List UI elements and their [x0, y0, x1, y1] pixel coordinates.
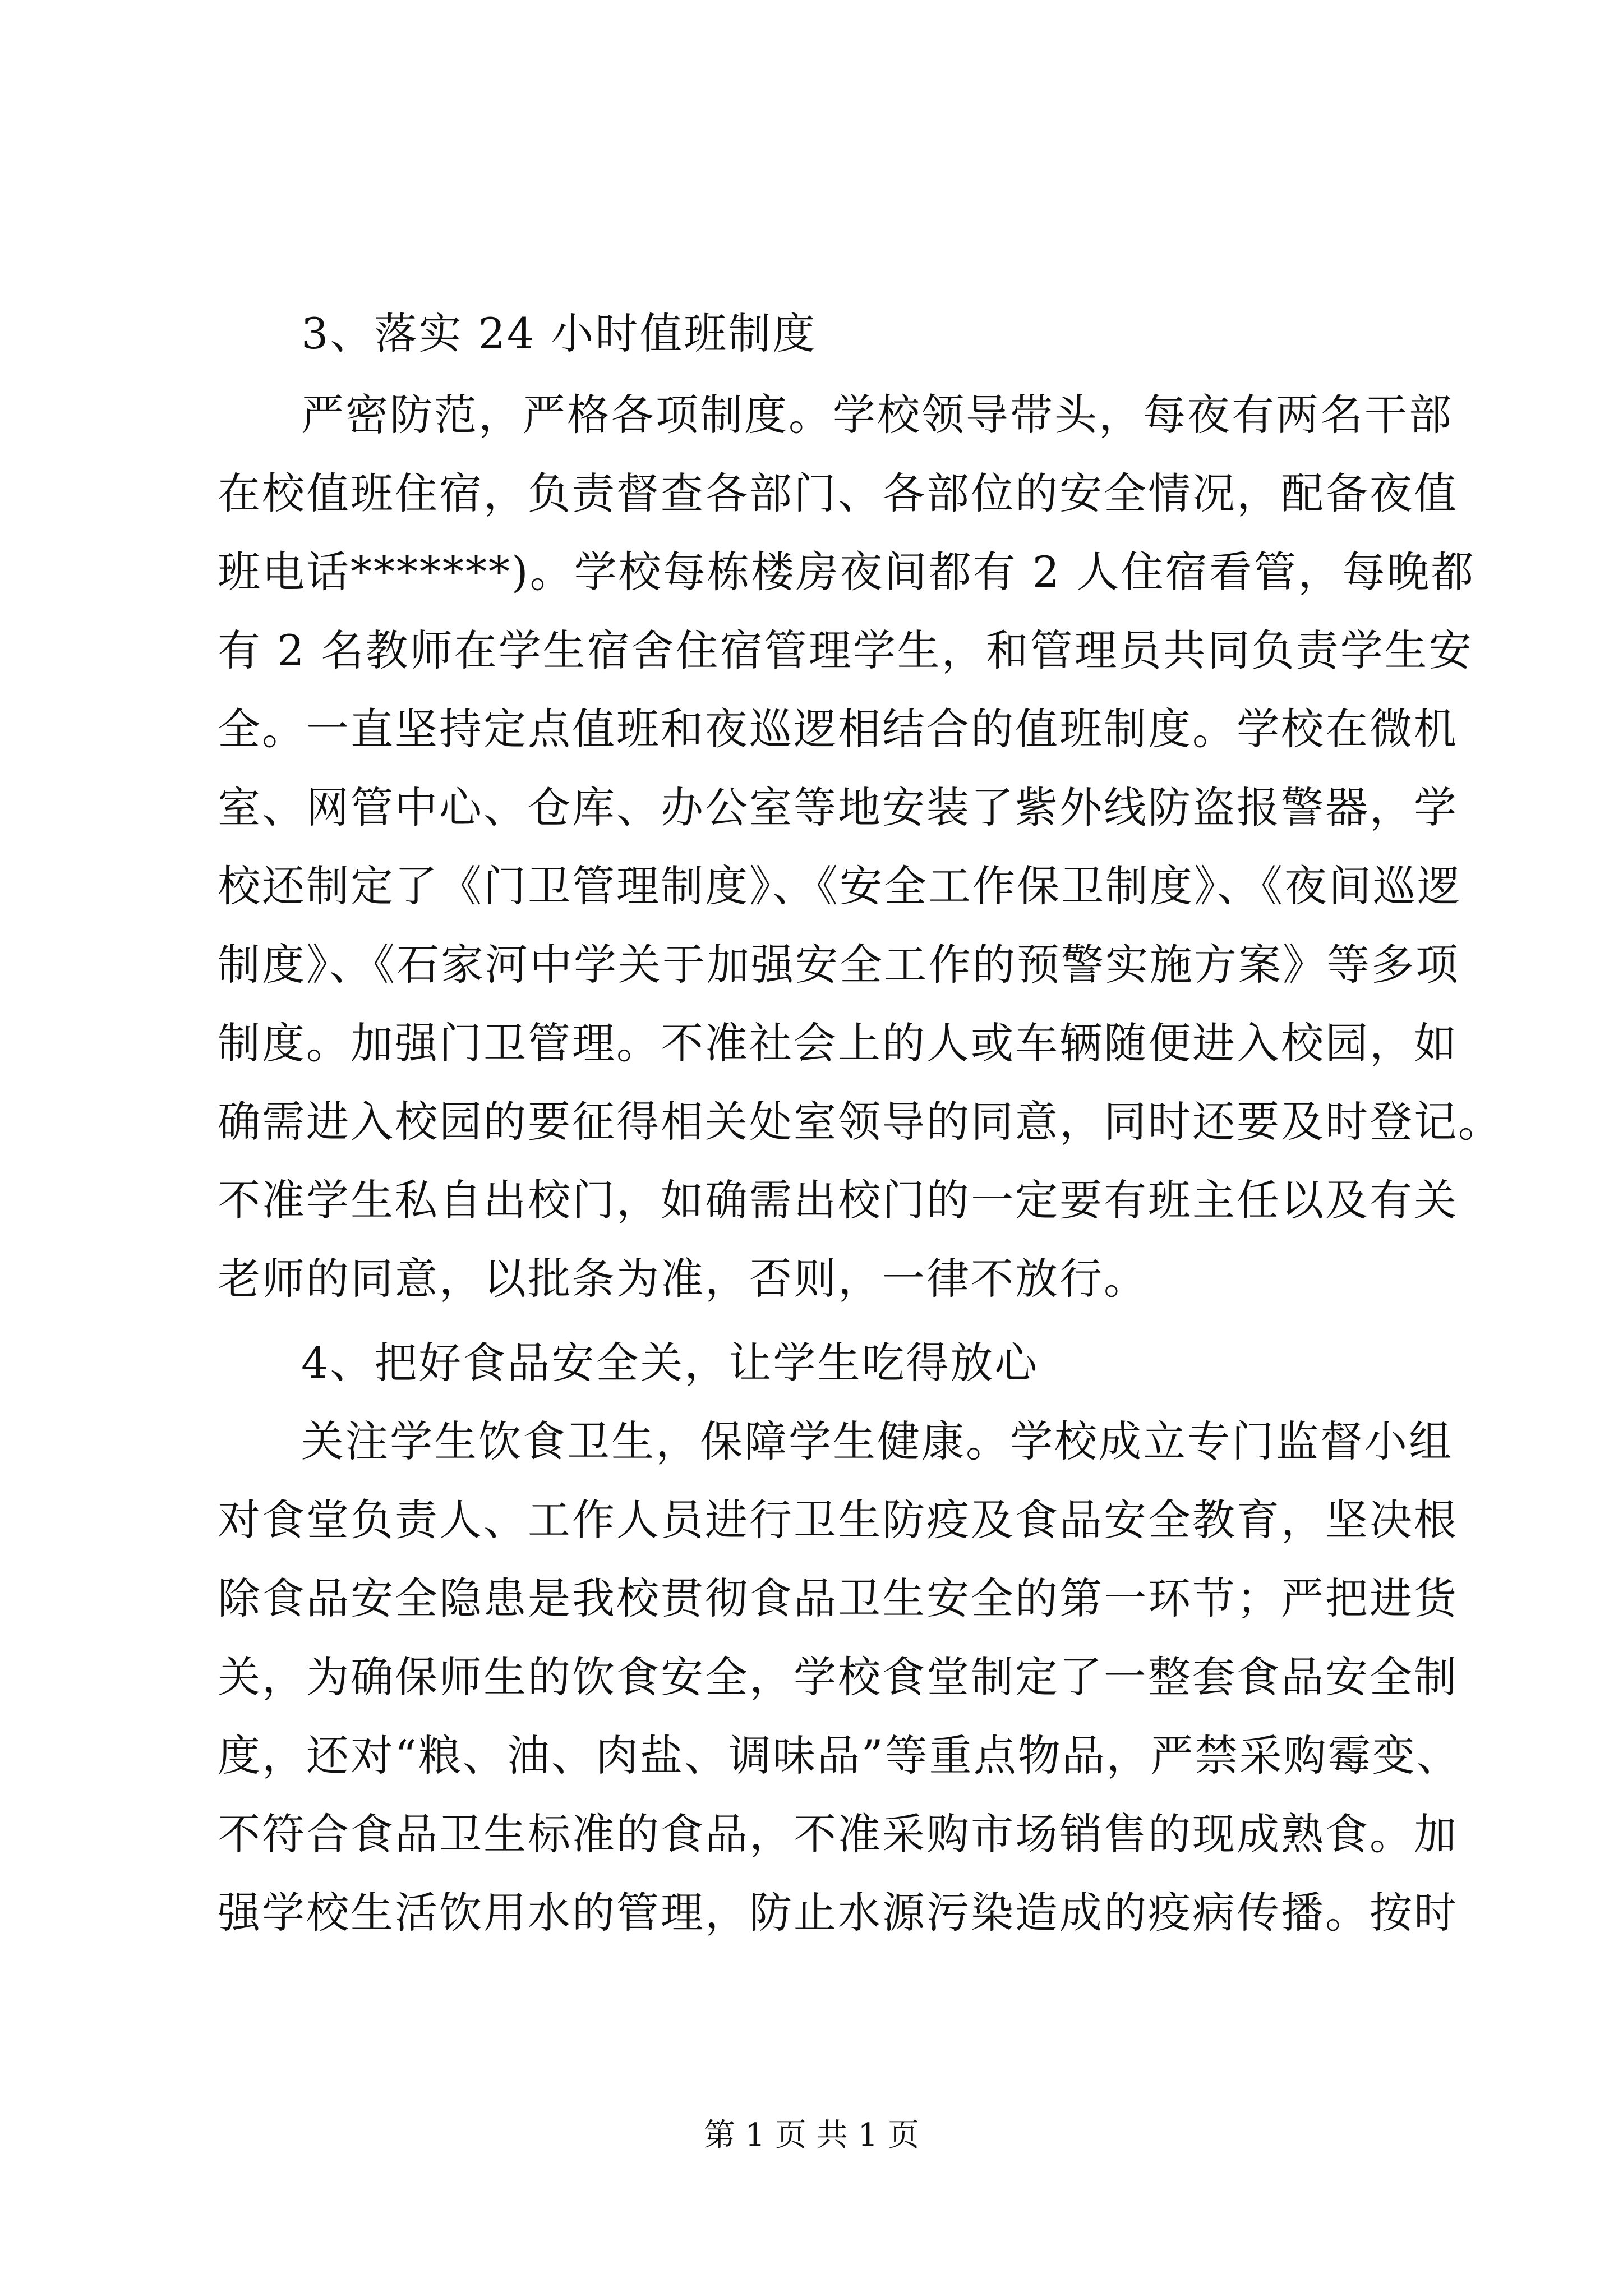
paragraph-line: 制度。加强门卫管理。不准社会上的人或车辆随便进入校园，如 [218, 1018, 1458, 1068]
paragraph-line: 关，为确保师生的饮食安全，学校食堂制定了一整套食品安全制 [218, 1652, 1458, 1702]
paragraph-line: 度，还对“粮、油、肉盐、调味品”等重点物品，严禁采购霉变、 [218, 1731, 1461, 1780]
paragraph-line: 强学校生活饮用水的管理，防止水源污染造成的疫病传播。按时 [218, 1888, 1458, 1938]
section-heading-3: 3、落实 24 小时值班制度 [301, 309, 817, 358]
paragraph-line: 关注学生饮食卫生，保障学生健康。学校成立专门监督小组 [301, 1416, 1453, 1466]
paragraph-line: 制度》、《石家河中学关于加强安全工作的预警实施方案》等多项 [218, 940, 1460, 990]
section-heading-4: 4、把好食品安全关，让学生吃得放心 [301, 1338, 1039, 1388]
page-number-footer: 第 1 页 共 1 页 [703, 2117, 920, 2154]
paragraph-line: 严密防范，严格各项制度。学校领导带头，每夜有两名干部 [301, 390, 1453, 440]
paragraph-line: 确需进入校园的要征得相关处室领导的同意，同时还要及时登记。 [218, 1097, 1502, 1147]
paragraph-line: 对食堂负责人、工作人员进行卫生防疫及食品安全教育，坚决根 [218, 1495, 1458, 1545]
paragraph-line: 在校值班住宿，负责督查各部门、各部位的安全情况，配备夜值 [218, 468, 1458, 518]
paragraph-line: 不符合食品卫生标准的食品，不准采购市场销售的现成熟食。加 [218, 1809, 1458, 1859]
paragraph-line: 室、网管中心、仓库、办公室等地安装了紫外线防盗报警器，学 [218, 783, 1458, 832]
paragraph-line: 全。一直坚持定点值班和夜巡逻相结合的值班制度。学校在微机 [218, 704, 1458, 754]
paragraph-line: 校还制定了《门卫管理制度》、《安全工作保卫制度》、《夜间巡逻 [218, 861, 1461, 911]
paragraph-line: 老师的同意，以批条为准，否则，一律不放行。 [218, 1254, 1148, 1304]
paragraph-line: 班电话*******)。学校每栋楼房夜间都有 2 人住宿看管，每晚都 [218, 547, 1476, 597]
paragraph-line: 不准学生私自出校门，如确需出校门的一定要有班主任以及有关 [218, 1175, 1458, 1225]
paragraph-line: 除食品安全隐患是我校贯彻食品卫生安全的第一环节；严把进货 [218, 1573, 1458, 1623]
paragraph-line: 有 2 名教师在学生宿舍住宿管理学生，和管理员共同负责学生安 [218, 625, 1473, 675]
